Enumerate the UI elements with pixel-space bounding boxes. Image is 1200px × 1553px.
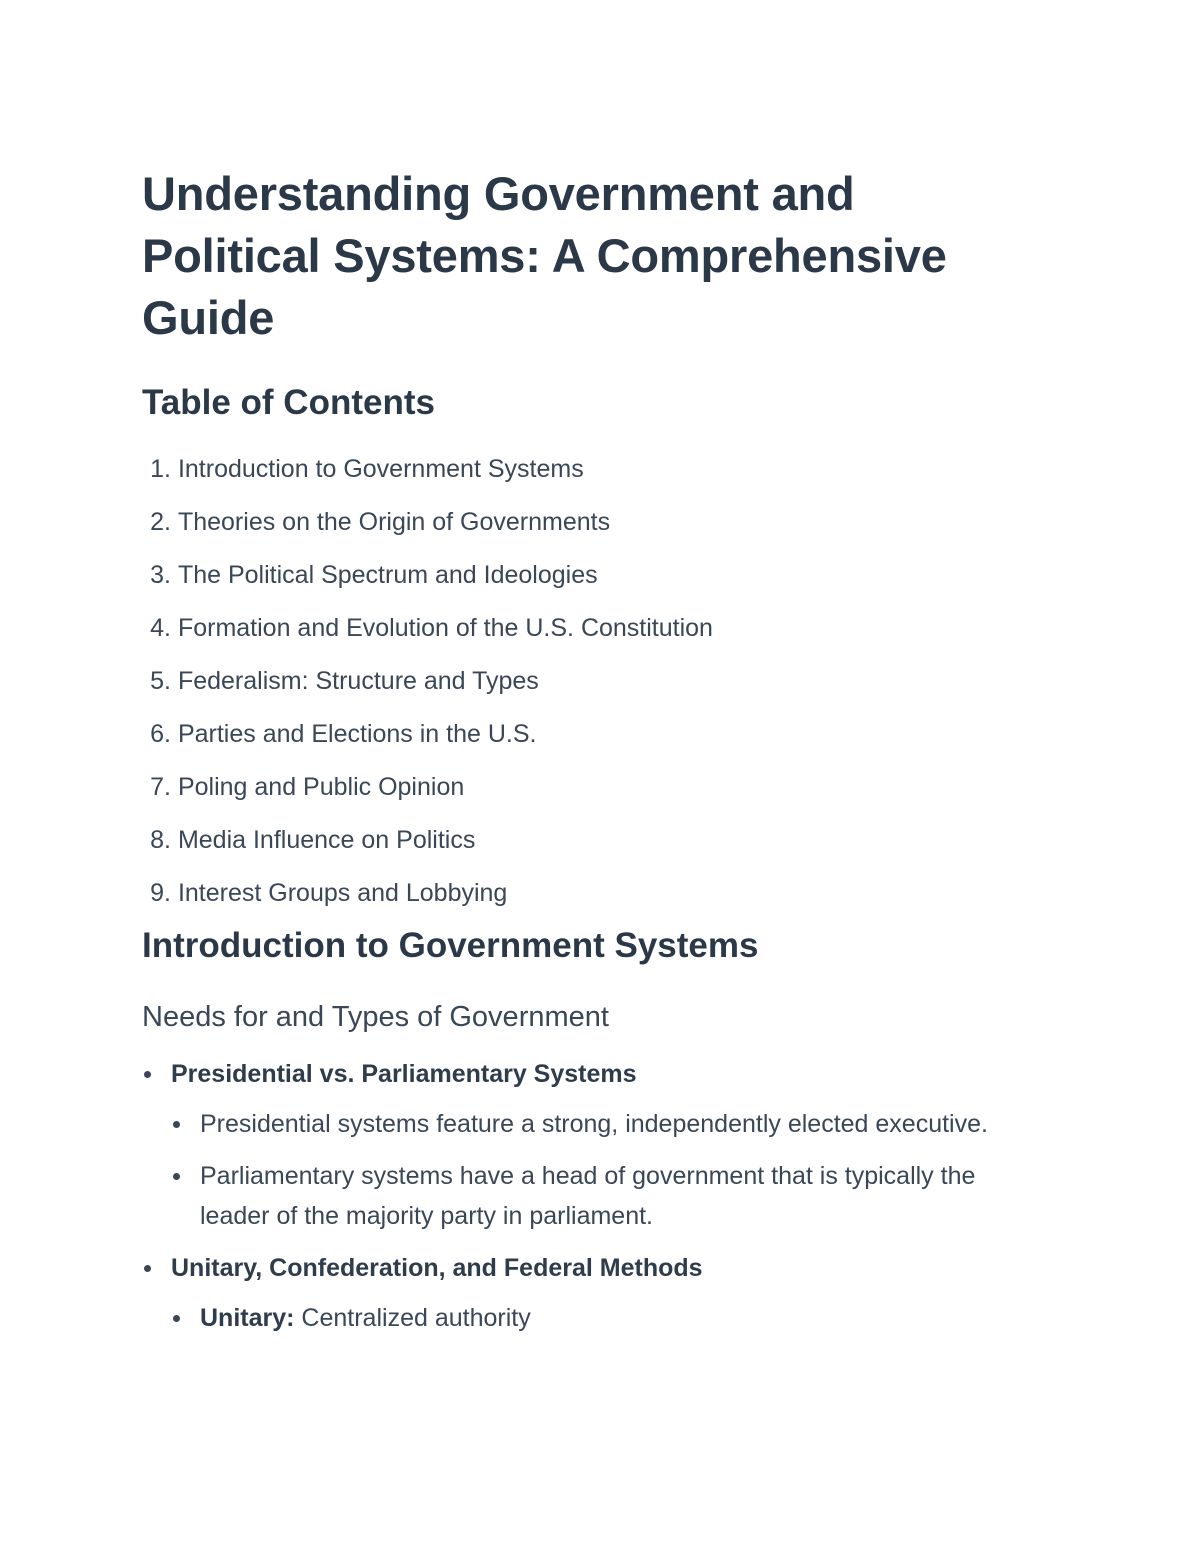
- sub-bullet-text: Parliamentary systems have a head of government that is typically the leader of the majority party in parliament.: [200, 1162, 976, 1230]
- toc-item-number: 8.: [150, 826, 171, 854]
- sub-bullet-item: [171, 1298, 1030, 1338]
- toc-item-number: 2.: [150, 508, 171, 536]
- toc-item-text: Poling and Public Opinion: [177, 773, 465, 801]
- toc-item: [142, 877, 1042, 930]
- toc-item-number: 4.: [150, 614, 171, 642]
- section-subheading: Needs for and Types of Government: [142, 1001, 609, 1033]
- toc-item: [142, 506, 1042, 559]
- bullet-dot-icon: [173, 1121, 180, 1128]
- toc-heading: Table of Contents: [142, 383, 435, 422]
- toc-item: [142, 559, 1042, 612]
- toc-item: [142, 718, 1042, 771]
- toc-item-number: 6.: [150, 720, 171, 748]
- bullet-label: Presidential vs. Parliamentary Systems: [171, 1060, 637, 1088]
- bullet-list: [142, 1054, 1042, 1338]
- sub-bullet-text: Presidential systems feature a strong, independently elected executive.: [200, 1110, 988, 1138]
- bullet-dot-icon: [173, 1173, 180, 1180]
- toc-item-text: Interest Groups and Lobbying: [177, 879, 508, 907]
- bullet-dot-icon: [144, 1071, 151, 1078]
- bullet-item: [142, 1054, 1042, 1236]
- toc-item: [142, 612, 1042, 665]
- toc-item-number: 5.: [150, 667, 171, 695]
- sub-bullet-list: [171, 1104, 1042, 1236]
- toc-item: [142, 824, 1042, 877]
- bullet-dot-icon: [144, 1265, 151, 1272]
- sub-bullet-item: [171, 1156, 1030, 1236]
- toc-item-number: 7.: [150, 773, 171, 801]
- document-page: [142, 163, 1042, 1350]
- document-title: Understanding Government and Political Systems: A Comprehensive Guide: [142, 167, 947, 344]
- bullet-dot-icon: [173, 1315, 180, 1322]
- bullet-item: [142, 1248, 1042, 1338]
- toc-item-number: 1.: [150, 455, 171, 483]
- toc-item: [142, 771, 1042, 824]
- toc-item-text: Parties and Elections in the U.S.: [177, 720, 537, 748]
- toc-item: [142, 665, 1042, 718]
- bullet-label: Unitary, Confederation, and Federal Methods: [171, 1254, 703, 1282]
- toc-item-text: Formation and Evolution of the U.S. Constitution: [177, 614, 713, 642]
- sub-bullet-list: [171, 1298, 1042, 1338]
- toc-item-text: Introduction to Government Systems: [177, 455, 584, 483]
- sub-bullet-term: Unitary:: [200, 1304, 295, 1332]
- toc-item-number: 3.: [150, 561, 171, 589]
- toc-item-text: The Political Spectrum and Ideologies: [177, 561, 598, 589]
- toc-item: [142, 453, 1042, 506]
- toc-item-text: Federalism: Structure and Types: [177, 667, 539, 695]
- section-heading: Introduction to Government Systems: [142, 926, 759, 965]
- toc-list: [142, 453, 1042, 930]
- sub-bullet-text: Centralized authority: [301, 1304, 531, 1332]
- toc-item-text: Theories on the Origin of Governments: [177, 508, 611, 536]
- toc-item-number: 9.: [150, 879, 171, 907]
- sub-bullet-item: [171, 1104, 1030, 1144]
- toc-item-text: Media Influence on Politics: [177, 826, 476, 854]
